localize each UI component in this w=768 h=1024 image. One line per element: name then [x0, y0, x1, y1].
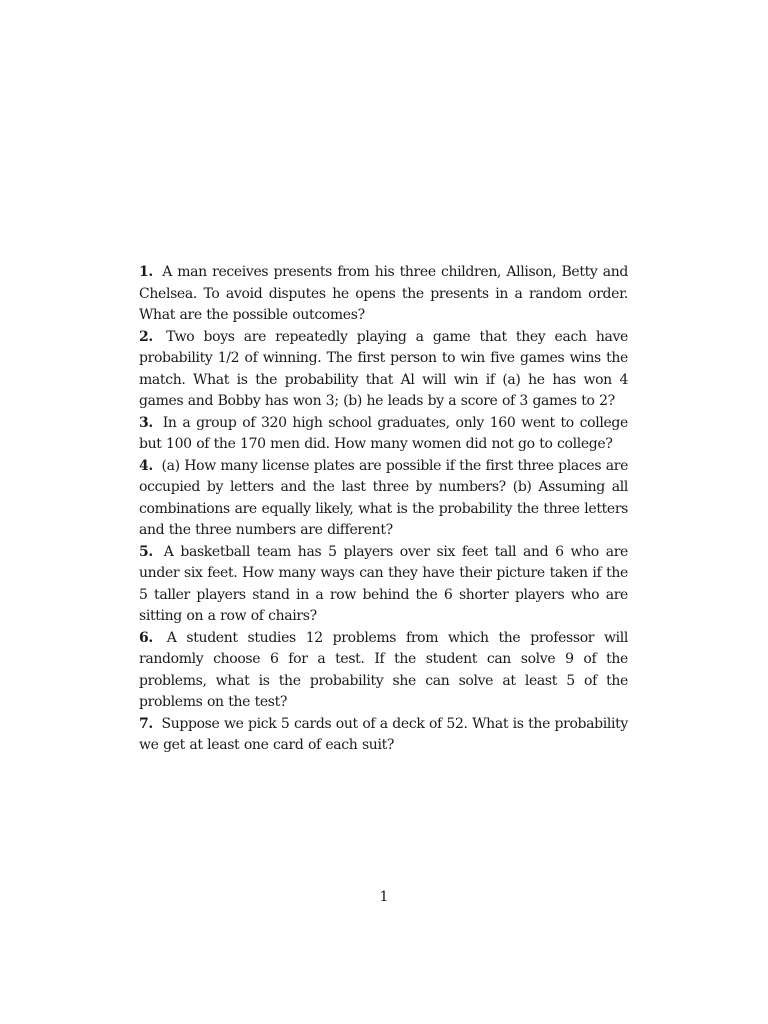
problem-text: A man receives presents from his three children, Allison, Betty and Chelsea. To avoid disputes he opens the presents in a random order. What are the possible outcomes?	[139, 264, 628, 323]
page-number: 1	[379, 889, 389, 905]
problem-item	[139, 262, 628, 327]
problem-list	[139, 262, 628, 757]
problem-number: 6.	[139, 629, 153, 646]
problem-item	[139, 542, 628, 628]
problem-text: A student studies 12 problems from which the professor will randomly choose 6 for a test. If the student can solve 9 of the problems, what is the probability she can solve at least 5 of the problems on the test?	[139, 629, 628, 710]
problem-number: 2.	[139, 328, 153, 345]
problem-text: Suppose we pick 5 cards out of a deck of 52. What is the probability we get at least one card of each suit?	[139, 715, 628, 753]
problem-item	[139, 714, 628, 757]
problem-number: 4.	[139, 457, 153, 474]
problem-item	[139, 456, 628, 542]
problem-number: 1.	[139, 264, 153, 280]
problem-text: In a group of 320 high school graduates, only 160 went to college but 100 of the 170 men did. How many women did not go to college?	[139, 414, 628, 452]
problem-item	[139, 327, 628, 413]
problem-number: 3.	[139, 414, 153, 431]
problem-text: (a) How many license plates are possible if the first three places are occupied by letters and the last three by numbers? (b) Assuming all combinations are equally likely, what is the probability the three letters and the three numbers are different?	[139, 457, 628, 538]
problem-number: 5.	[139, 543, 153, 560]
problem-item	[139, 628, 628, 714]
problem-text: A basketball team has 5 players over six feet tall and 6 who are under six feet. How many ways can they have their picture taken if the 5 taller players stand in a row behind the 6 shorter players who are sitting on a row of chairs?	[139, 543, 628, 624]
problem-number: 7.	[139, 715, 153, 732]
problem-item	[139, 413, 628, 456]
problem-text: Two boys are repeatedly playing a game that they each have probability 1/2 of winning. The first person to win five games wins the match. What is the probability that Al will win if (a) he has won 4 games and Bobby has won 3; (b) he leads by a score of 3 games to 2?	[139, 328, 628, 409]
